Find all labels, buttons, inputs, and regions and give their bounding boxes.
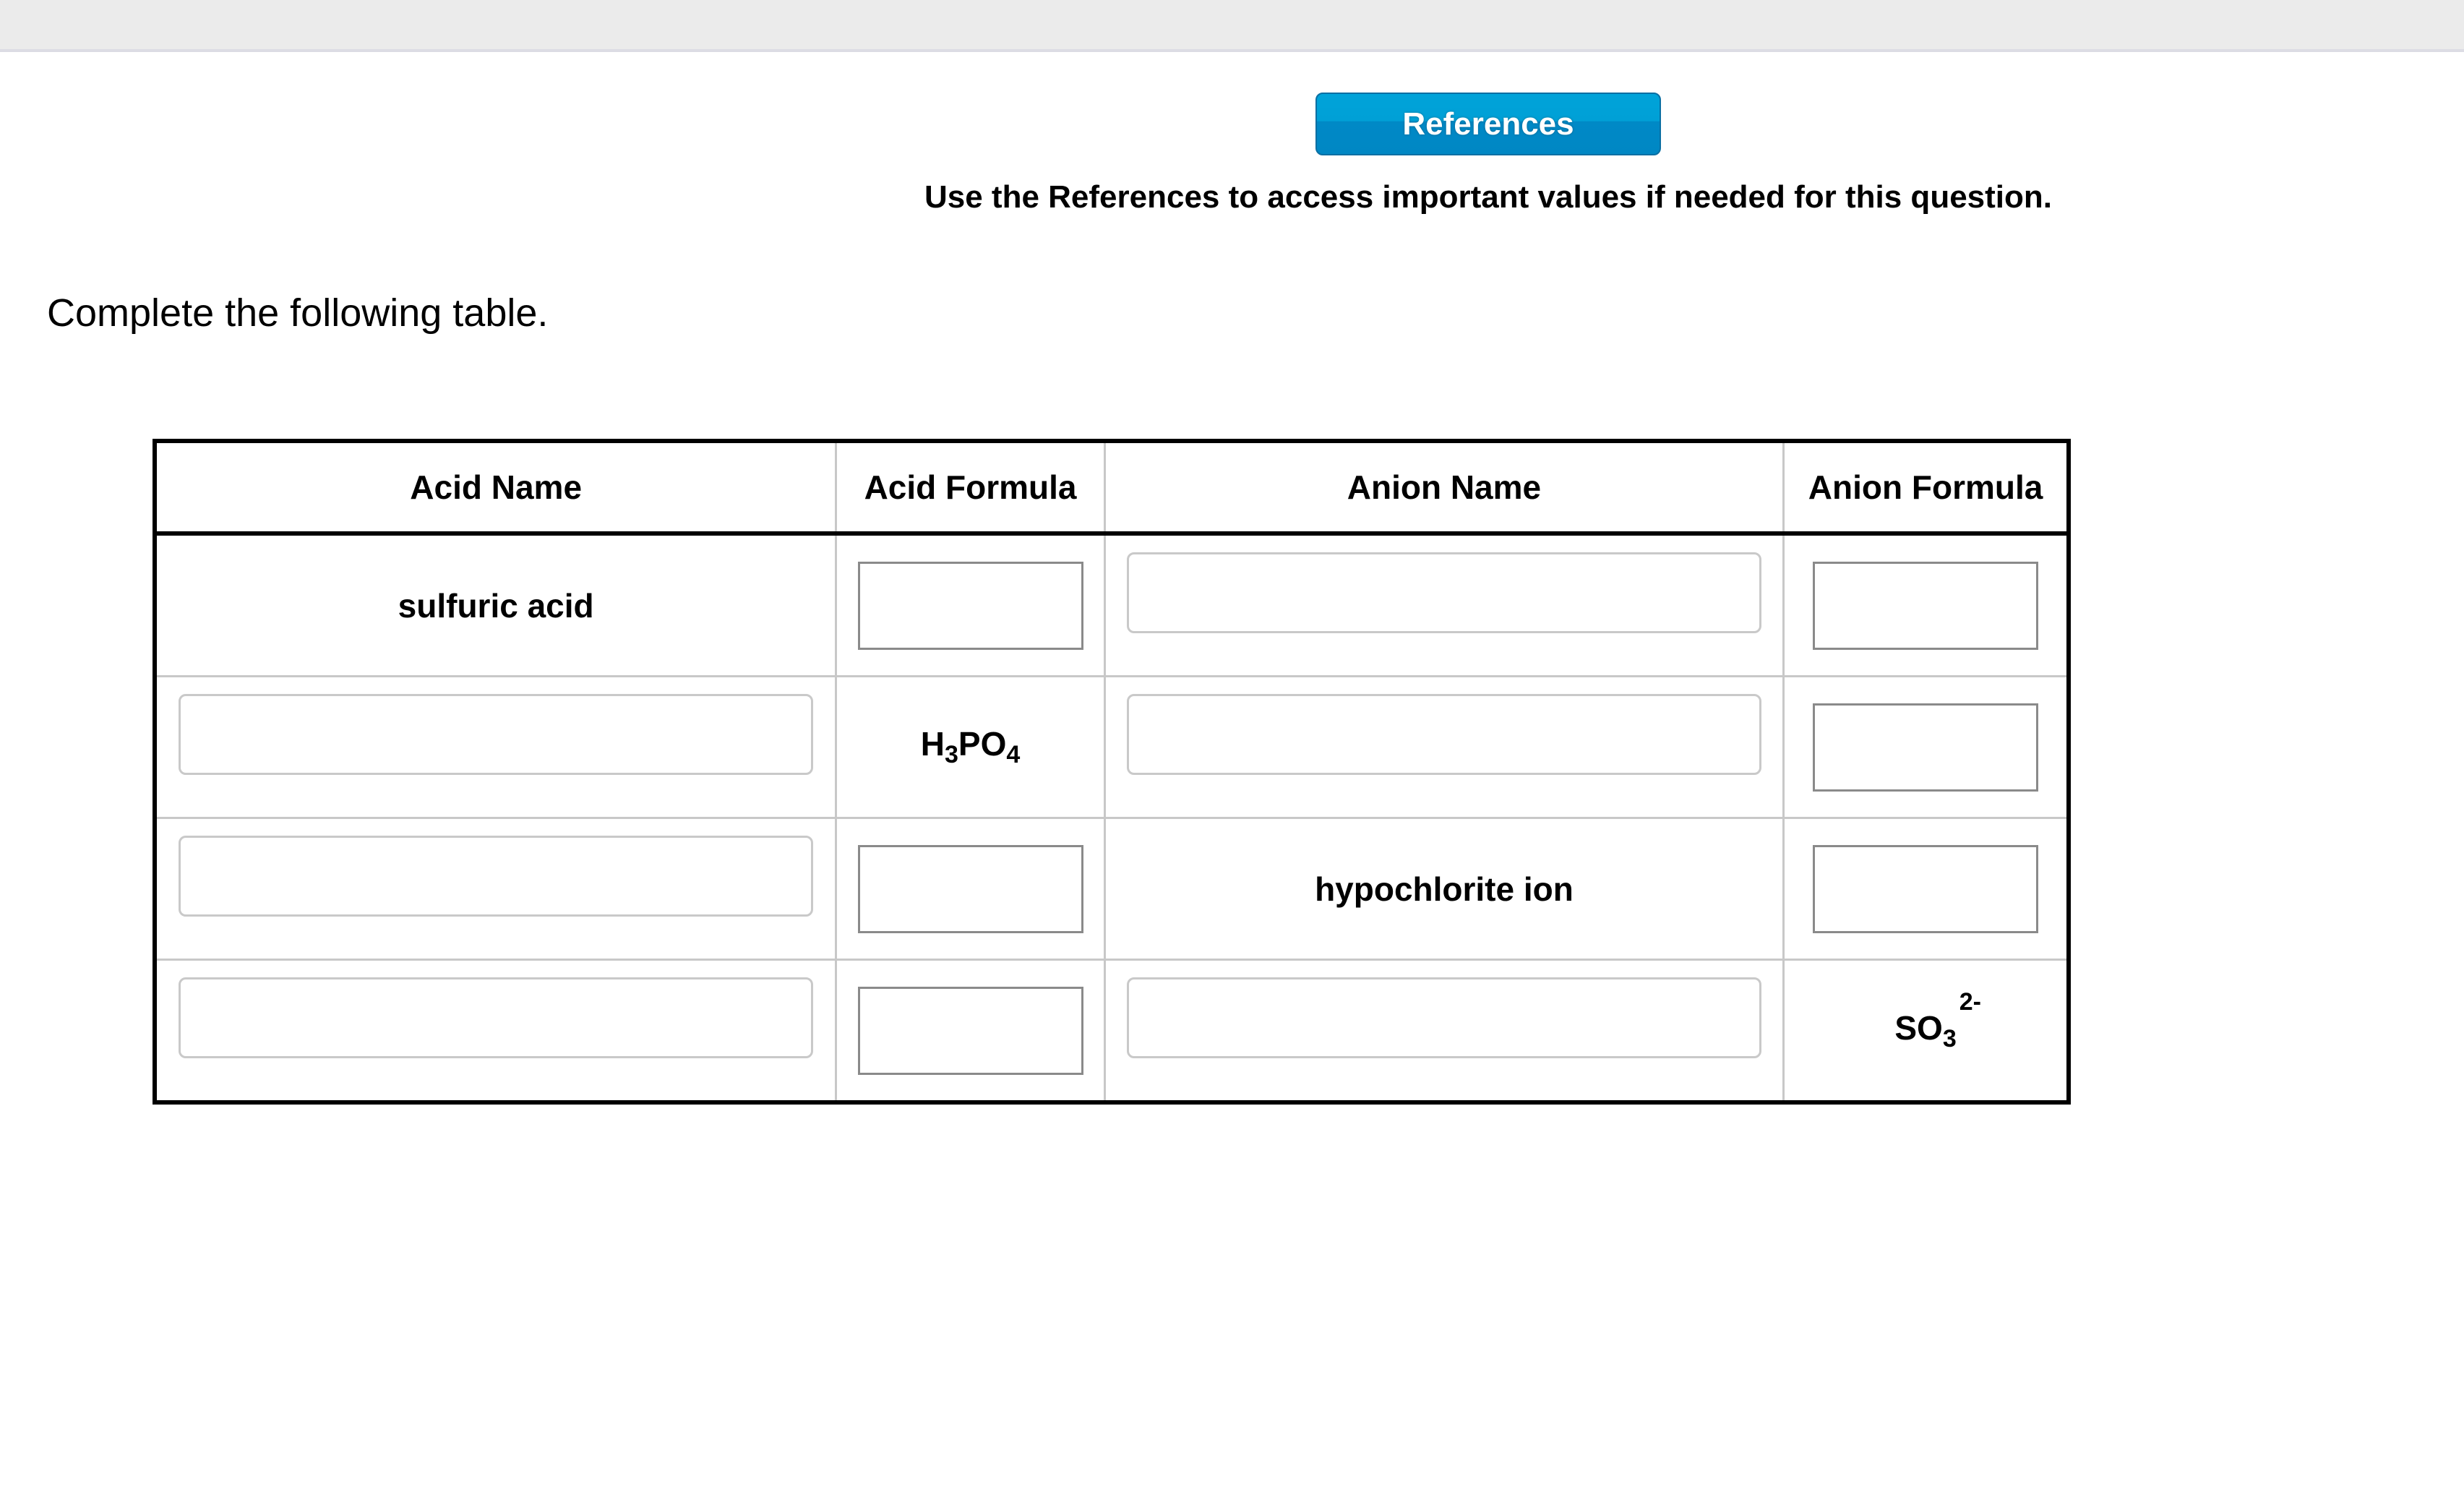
top-navigation-bar [0, 0, 2464, 52]
formula-charge: 2- [1959, 987, 1981, 1016]
formula-subscript: 3 [945, 741, 958, 769]
header-anion-formula: Anion Formula [1784, 441, 2069, 533]
acid-name-text: sulfuric acid [398, 586, 594, 625]
anion-formula-input[interactable] [1813, 703, 2038, 792]
formula-part: PO [958, 725, 1007, 763]
acid-formula-cell [836, 677, 1104, 818]
references-instruction: Use the References to access important values if needed for this question. [924, 179, 2052, 215]
formula-part: SO [1894, 1008, 1943, 1047]
anion-name-input[interactable] [1127, 977, 1761, 1058]
acid-formula-input[interactable] [858, 845, 1083, 933]
header-acid-name: Acid Name [155, 441, 836, 533]
formula-subscript: 3 [1942, 1024, 1957, 1052]
acid-name-cell [155, 533, 836, 677]
formula-part: H [920, 725, 945, 763]
header-anion-name: Anion Name [1104, 441, 1783, 533]
acid-formula-text [920, 725, 1021, 769]
references-button[interactable]: References [1315, 93, 1661, 155]
table-row [155, 677, 2069, 818]
acid-anion-table [153, 439, 2071, 1105]
acid-formula-input[interactable] [858, 562, 1083, 650]
table-header-row [155, 441, 2069, 533]
anion-name-input[interactable] [1127, 694, 1761, 775]
acid-name-input[interactable] [179, 694, 813, 775]
acid-name-input[interactable] [179, 836, 813, 917]
anion-name-text: hypochlorite ion [1315, 870, 1574, 908]
anion-name-input[interactable] [1127, 552, 1761, 633]
anion-formula-text [1894, 987, 1981, 1053]
anion-formula-input[interactable] [1813, 845, 2038, 933]
table-row [155, 960, 2069, 1103]
anion-formula-input[interactable] [1813, 562, 2038, 650]
acid-name-input[interactable] [179, 977, 813, 1058]
anion-name-cell [1104, 818, 1783, 960]
acid-formula-input[interactable] [858, 987, 1083, 1075]
anion-formula-cell [1784, 960, 2069, 1103]
header-acid-formula: Acid Formula [836, 441, 1104, 533]
table-row [155, 818, 2069, 960]
formula-subscript: 4 [1006, 741, 1021, 769]
table-row [155, 533, 2069, 677]
question-prompt: Complete the following table. [47, 291, 549, 335]
